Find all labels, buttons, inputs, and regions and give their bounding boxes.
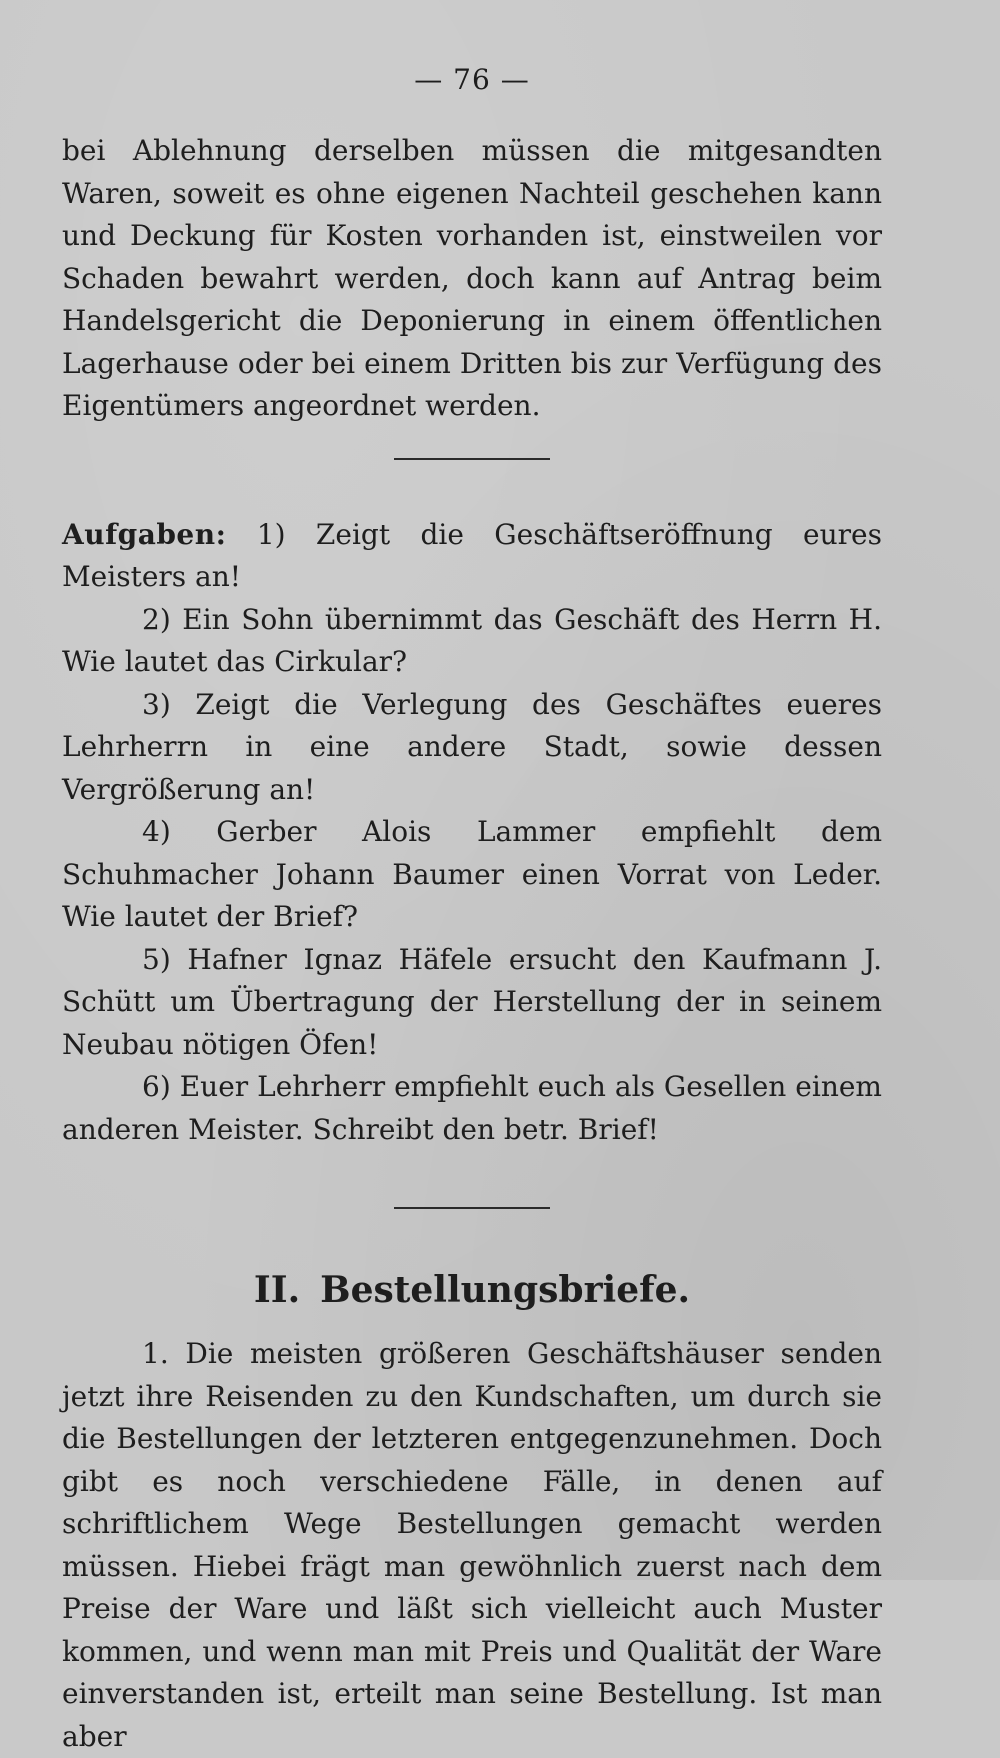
page-number: — 76 — bbox=[414, 63, 530, 96]
section-numeral: II. bbox=[253, 1269, 301, 1311]
section-heading bbox=[62, 1267, 882, 1313]
task-item-2: 2) Ein Sohn übernimmt das Geschäft des Herrn H. Wie lautet das Cirkular? bbox=[62, 602, 882, 678]
section-divider bbox=[394, 1207, 550, 1209]
section-title: Bestellungsbriefe. bbox=[320, 1269, 691, 1311]
section-paragraph: 1. Die meisten größeren Geschäftshäuser senden jetzt ihre Reisenden zu den Kundschaften, um durch sie die Bestellungen der letzteren entgegenzunehmen. Doch gibt es noch verschiedene Fälle, in denen auf schriftlichem Wege Bestellungen gemacht werden müssen. Hiebei frägt man gewöhnlich zuerst nach dem Preise der Ware und läßt sich vielleicht auch Muster kommen, und wenn man mit Preis und Qualität der Ware einverstanden ist, erteilt man seine Bestellung. Ist man aber bbox=[62, 1337, 882, 1753]
tasks-heading: Aufgaben: bbox=[62, 517, 227, 551]
task-item-6: 6) Euer Lehrherr empfiehlt euch als Gesellen einem anderen Meister. Schreibt den betr. Brief! bbox=[62, 1070, 882, 1146]
task-item-4: 4) Gerber Alois Lammer empfiehlt dem Schuhmacher Johann Baumer einen Vorrat von Leder. Wie lautet der Brief? bbox=[62, 815, 882, 933]
section-divider bbox=[394, 458, 550, 460]
task-item-5: 5) Hafner Ignaz Häfele ersucht den Kaufmann J. Schütt um Übertragung der Herstellung der in seinem Neubau nötigen Öfen! bbox=[62, 942, 882, 1061]
tasks-block bbox=[62, 514, 882, 1152]
task-item-1 bbox=[62, 514, 882, 599]
continuation-paragraph: bei Ablehnung derselben müssen die mitgesandten Waren, soweit es ohne eigenen Nachteil geschehen kann und Deckung für Kosten vorhanden ist, einstweilen vor Schaden bewahrt werden, doch kann auf Antrag beim Handelsgericht die Deponierung in einem öffentlichen Lagerhause oder bei einem Dritten bis zur Verfügung des Eigentümers angeordnet werden. bbox=[62, 134, 882, 422]
task-text-1: 1) Zeigt die Geschäftseröffnung eures Meisters an! bbox=[62, 517, 882, 593]
task-item-3: 3) Zeigt die Verlegung des Geschäftes eueres Lehrherrn in eine andere Stadt, sowie dessen Vergrößerung an! bbox=[62, 687, 882, 806]
